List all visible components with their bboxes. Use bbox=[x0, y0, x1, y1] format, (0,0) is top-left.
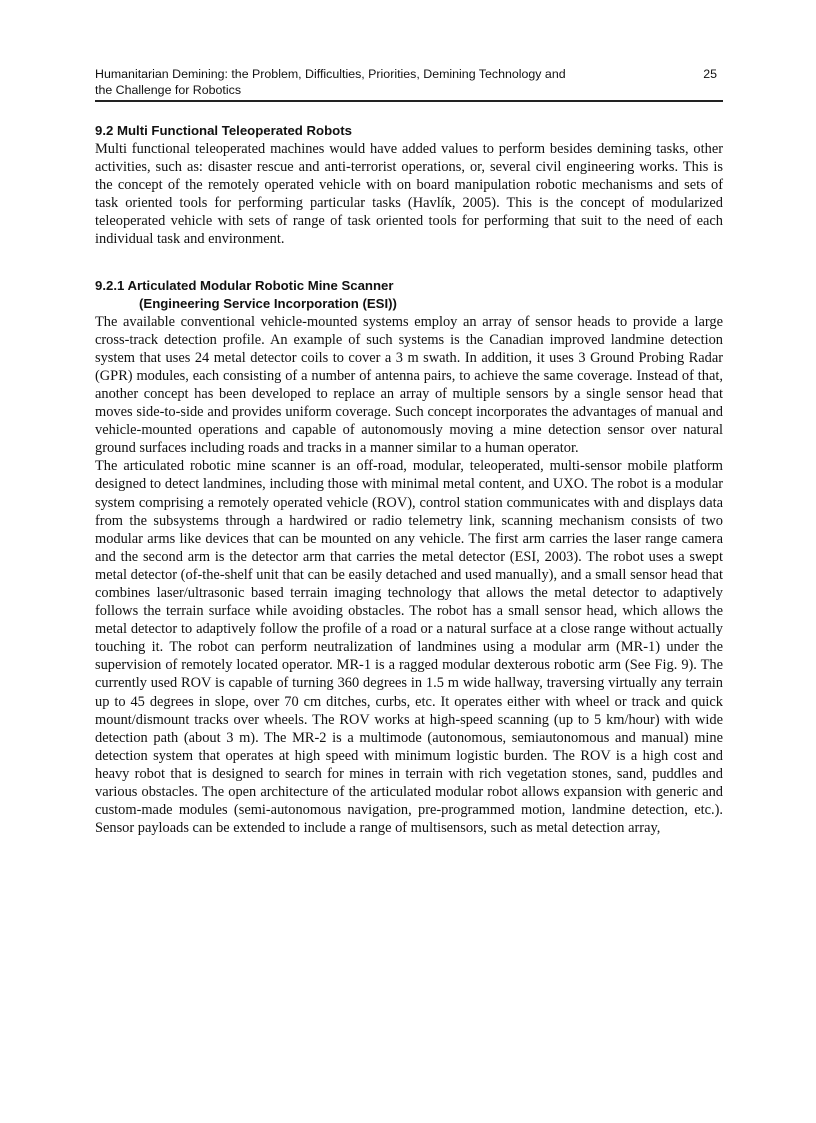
section-heading: 9.2 Multi Functional Teleoperated Robots bbox=[95, 123, 352, 138]
running-header bbox=[95, 66, 723, 98]
page-number: 25 bbox=[703, 67, 717, 81]
subsection-paragraph-2: The articulated robotic mine scanner is an off-road, modular, teleoperated, multi-sensor mobile platform designed to detect landmines, including those with minimal metal content, and UXO. The robot is a modular system comprising a remotely operated vehicle (ROV), control station communicates with and displays data from the subsystems through a hardwired or radio telemetry link, scanning mechanism consists of two modular arms like devices that can be mounted on any vehicle. The first arm carries the laser range camera and the second arm is the detector arm that carries the metal detector (ESI, 2003). The robot uses a swept metal detector (of-the-shelf unit that can be easily detached and used manually), and a small sensor head that combines laser/ultrasonic based terrain imaging technology that allows the metal detector to adaptively follows the terrain surface while avoiding obstacles. The robot has a small sensor head, which allows the metal detector to adaptively follow the profile of a road or a natural surface at a close range without actually touching it. The robot can perform neutralization of landmines using a modular arm (MR-1) under the supervision of remotely located operator. MR-1 is a ragged modular dexterous robotic arm (See Fig. 9). The currently used ROV is capable of turning 360 degrees in 1.5 m wide hallway, traversing virtually any terrain up to 45 degrees in slope, over 70 cm ditches, curbs, etc. It operates either with wheel or track and quick mount/dismount tracks over wheels. The ROV works at high-speed scanning (up to 5 km/hour) with wide detection path (about 3 m). The MR-2 is a multimode (autonomous, semiautonomous and manual) mine detection system that operates at high speed with minimum logistic burden. The ROV is a high cost and heavy robot that is designed to search for mines in terrain with rich vegetation stones, sand, puddles and various obstacles. The open architecture of the articulated modular robot allows expansion with generic and custom-made modules (semi-autonomous navigation, pre-programmed motion, landmine detection, etc.). Sensor payloads can be extended to include a range of multisensors, such as metal detection array, bbox=[95, 458, 723, 837]
page bbox=[95, 66, 723, 837]
section-paragraph: Multi functional teleoperated machines would have added values to perform besides demining tasks, other activities, such as: disaster rescue and anti-terrorist operations, or, several civil engineering works. This is the concept of the remotely operated vehicle with on board manipulation robotic mechanisms and sets of task oriented tools for performing particular tasks (Havlík, 2005). This is the concept of modularized teleoperated vehicle with sets of range of task oriented tools for performing that suit to the need of each individual task and environment. bbox=[95, 141, 723, 248]
header-divider bbox=[95, 100, 723, 102]
subsection-heading-line-2: (Engineering Service Incorporation (ESI)) bbox=[139, 295, 397, 311]
header-title-line-1: Humanitarian Demining: the Problem, Difficulties, Priorities, Demining Technology and bbox=[95, 67, 566, 81]
subsection-heading bbox=[95, 277, 723, 313]
subsection-heading-line-1: 9.2.1 Articulated Modular Robotic Mine Scanner bbox=[95, 277, 394, 293]
subsection-paragraph-1: The available conventional vehicle-mounted systems employ an array of sensor heads to provide a large cross-track detection profile. An example of such systems is the Canadian improved landmine detection system that uses 24 metal detector coils to cover a 3 m swath. In addition, it uses 3 Ground Probing Radar (GPR) modules, each consisting of a number of antenna pairs, to achieve the same coverage. Instead of that, another concept has been developed to replace an array of multiple sensors by a single sensor head that moves side-to-side and provides uniform coverage. Such concept incorporates the advantages of manual and vehicle-mounted operations and capable of autonomously moving a mine detection sensor over natural ground surfaces including roads and tracks in a manner similar to a human operator. bbox=[95, 313, 723, 457]
header-title-line-2: the Challenge for Robotics bbox=[95, 83, 242, 97]
